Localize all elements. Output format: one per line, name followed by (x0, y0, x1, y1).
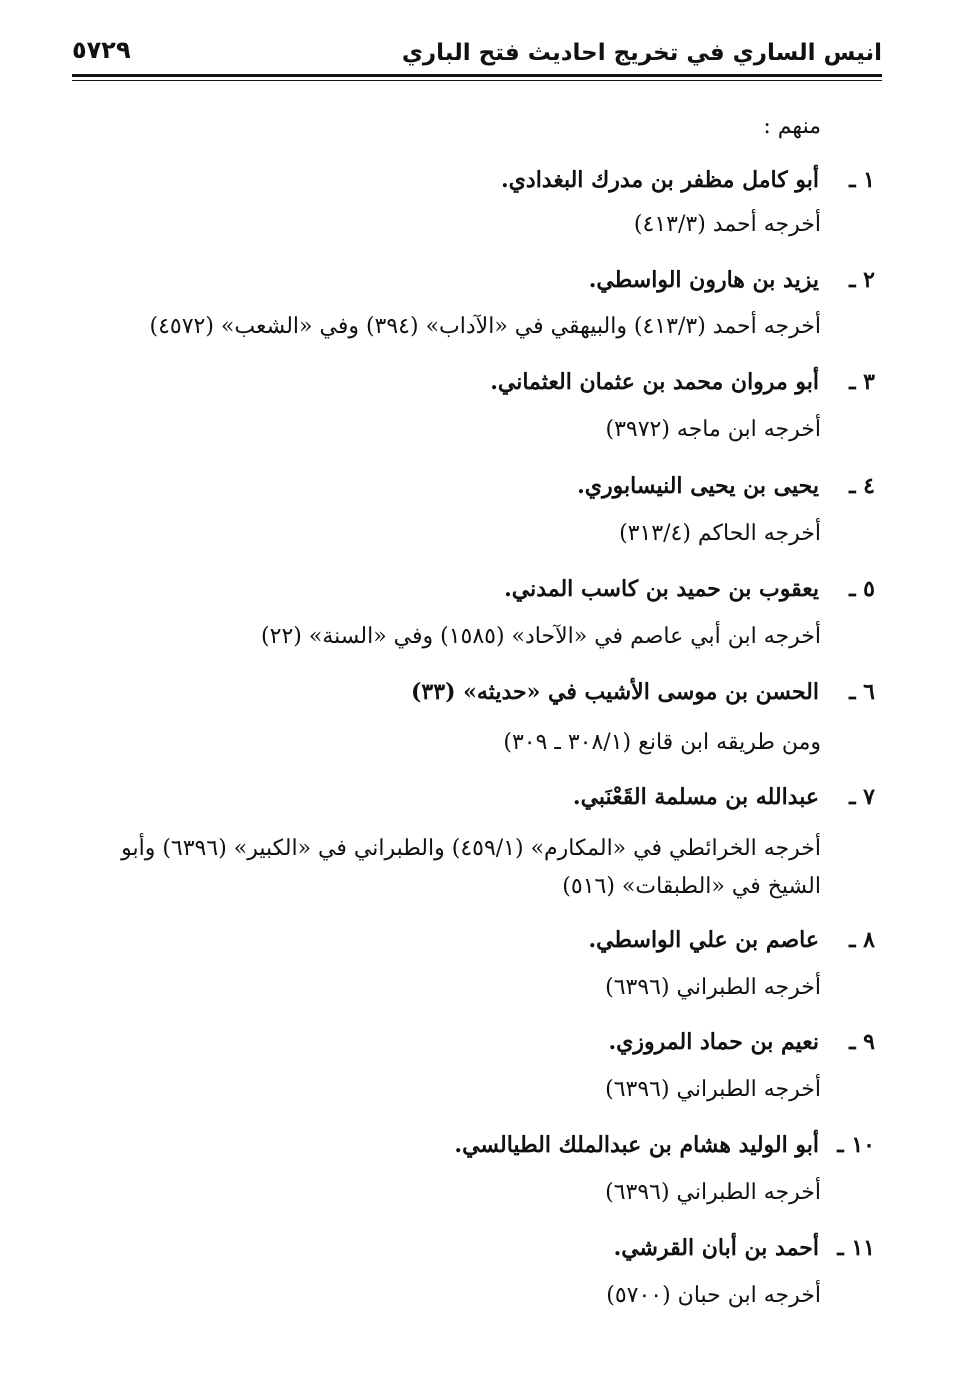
source-citation: أخرجه أحمد (٤١٣/٣) والبيهقي في «الآداب» (٣٩٤) وفي «الشعب» (٤٥٧٢) (149, 314, 821, 339)
narrator-name: عاصم بن علي الواسطي. (588, 927, 819, 953)
item-number: ١ ـ (849, 167, 875, 193)
narrator-name: أبو مروان محمد بن عثمان العثماني. (490, 369, 819, 395)
narrator-name: عبدالله بن مسلمة القَعْنَبي. (572, 784, 819, 810)
narrator-name: يزيد بن هارون الواسطي. (588, 267, 819, 293)
header-rule-thick (72, 74, 882, 77)
narrator-name: أبو كامل مظفر بن مدرك البغدادي. (501, 167, 819, 193)
source-citation: أخرجه ابن ماجه (٣٩٧٢) (605, 417, 821, 442)
source-citation: أخرجه الخرائطي في «المكارم» (٤٥٩/١) والطبراني في «الكبير» (٦٣٩٦) وأبو الشيخ في «الطبقات» (٥١٦) (121, 836, 821, 899)
source-citation: أخرجه الحاكم (٣١٣/٤) (619, 521, 821, 546)
item-number: ٩ ـ (849, 1029, 875, 1055)
source-citation: أخرجه ابن أبي عاصم في «الآحاد» (١٥٨٥) وفي «السنة» (٢٢) (261, 624, 821, 649)
item-number: ٥ ـ (849, 576, 875, 602)
item-number: ١٠ ـ (837, 1132, 875, 1158)
source-citation: ومن طريقه ابن قانع (٣٠٨/١ ـ ٣٠٩) (503, 730, 821, 755)
item-number: ٦ ـ (849, 679, 875, 705)
book-title: انيس الساري في تخريج احاديث فتح الباري (401, 40, 882, 66)
item-number: ٣ ـ (849, 369, 875, 395)
source-citation: أخرجه الطبراني (٦٣٩٦) (605, 1077, 821, 1102)
item-number: ٤ ـ (849, 473, 875, 499)
source-citation: أخرجه أحمد (٤١٣/٣) (633, 212, 821, 237)
narrator-name: يعقوب بن حميد بن كاسب المدني. (504, 576, 819, 602)
item-number: ١١ ـ (837, 1235, 875, 1261)
header-rule-thin (72, 80, 882, 81)
page-number: ٥٧٢٩ (72, 36, 131, 64)
item-number: ٧ ـ (849, 784, 875, 810)
source-citation: أخرجه الطبراني (٦٣٩٦) (605, 1180, 821, 1205)
narrator-name: يحيى بن يحيى النيسابوري. (577, 473, 819, 499)
source-citation: أخرجه الطبراني (٦٣٩٦) (605, 975, 821, 1000)
source-citation: أخرجه ابن حبان (٥٧٠٠) (606, 1283, 821, 1308)
running-header (72, 30, 882, 80)
intro-text: منهم : (763, 114, 821, 139)
narrator-name: الحسن بن موسى الأشيب في «حديثه» (٣٣) (411, 679, 819, 705)
item-number: ٨ ـ (849, 927, 875, 953)
item-number: ٢ ـ (849, 267, 875, 293)
narrator-name: أحمد بن أبان القرشي. (613, 1235, 819, 1261)
narrator-name: أبو الوليد هشام بن عبدالملك الطيالسي. (454, 1132, 819, 1158)
narrator-name: نعيم بن حماد المروزي. (608, 1029, 819, 1055)
